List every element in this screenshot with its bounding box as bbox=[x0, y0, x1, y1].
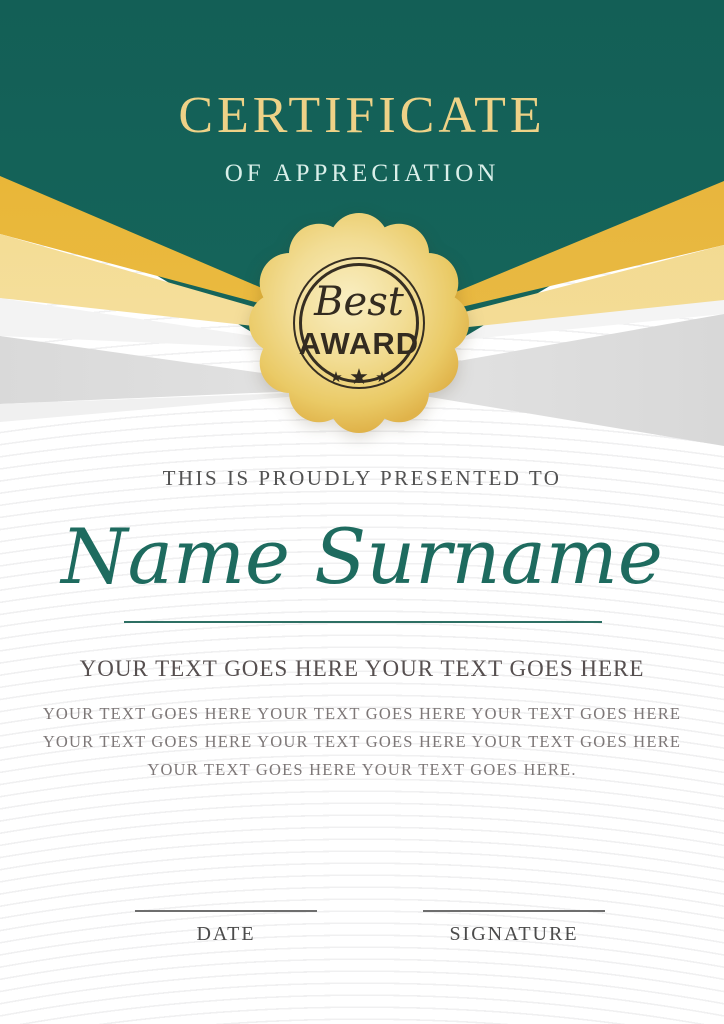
badge-script-word: Best bbox=[314, 279, 404, 325]
signature-label: SIGNATURE bbox=[449, 922, 579, 945]
body-line: YOUR TEXT GOES HERE YOUR TEXT GOES HERE. bbox=[147, 760, 577, 779]
date-label: DATE bbox=[196, 922, 256, 945]
body-line: YOUR TEXT GOES HERE YOUR TEXT GOES HERE YOUR TEXT GOES HERE bbox=[42, 704, 682, 723]
signature-block bbox=[414, 910, 614, 946]
signature-line bbox=[423, 910, 605, 912]
date-block bbox=[126, 910, 326, 946]
body-line: YOUR TEXT GOES HERE YOUR TEXT GOES HERE YOUR TEXT GOES HERE bbox=[42, 732, 682, 751]
recipient-name-underline bbox=[124, 621, 602, 623]
certificate-subtitle: OF APPRECIATION bbox=[224, 160, 500, 187]
badge-star-right-icon: ★ bbox=[375, 368, 389, 386]
description-heading: YOUR TEXT GOES HERE YOUR TEXT GOES HERE bbox=[79, 656, 645, 681]
description-body bbox=[0, 700, 724, 784]
date-signature-line bbox=[135, 910, 317, 912]
badge-star-left-icon: ★ bbox=[329, 368, 343, 386]
badge-award-word: AWARD bbox=[298, 326, 420, 361]
best-award-badge-icon bbox=[248, 212, 470, 434]
presented-to-line: THIS IS PROUDLY PRESENTED TO bbox=[162, 466, 562, 490]
certificate-title: CERTIFICATE bbox=[178, 87, 546, 144]
recipient-name: Name Surname bbox=[61, 512, 663, 601]
badge-star-center-icon: ★ bbox=[349, 365, 369, 390]
